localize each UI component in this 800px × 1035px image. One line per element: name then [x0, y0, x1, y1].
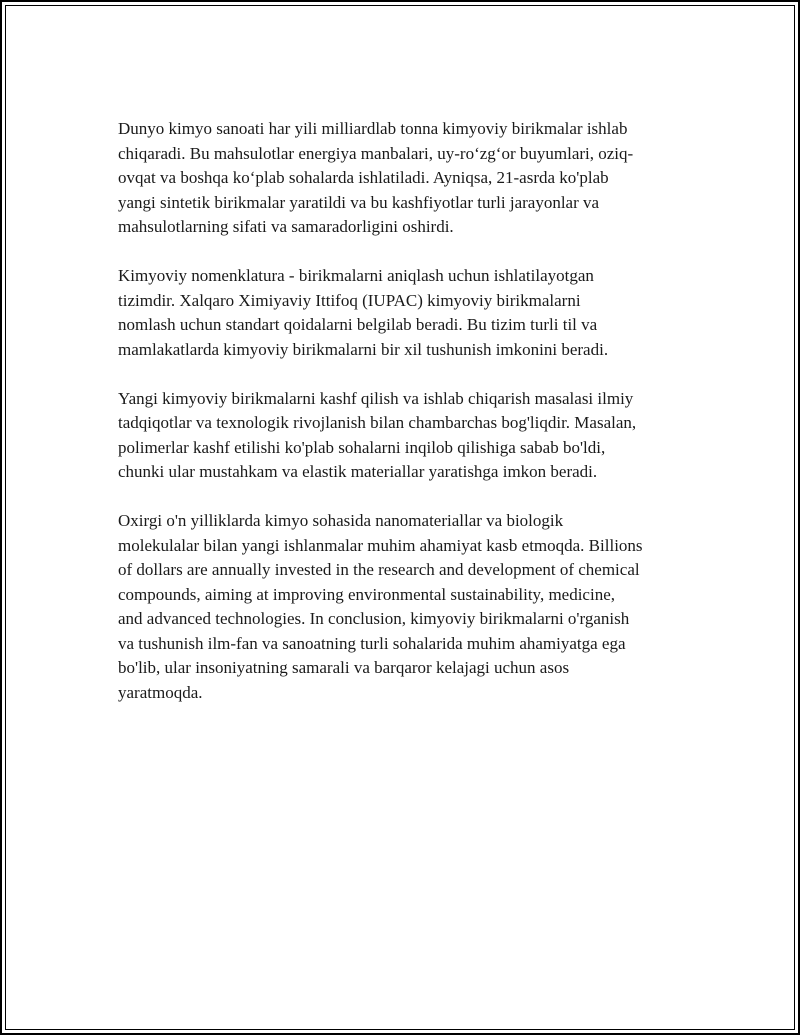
paragraph-nomenclature: Kimyoviy nomenklatura - birikmalarni aniqlash uchun ishlatilayotgan tizimdir. Xalqaro Ximiyaviy Ittifoq (IUPAC) kimyoviy birikmalarni nomlash uchun standart qoidalarni belgilab beradi. Bu tizim turli til va mamlakatlarda kimyoviy birikmalarni bir xil tushunish imkonini beradi.: [118, 266, 609, 359]
paragraph-chemical-industry: Dunyo kimyo sanoati har yili milliardlab tonna kimyoviy birikmalar ishlab chiqaradi. Bu mahsulotlar energiya manbalari, uy-ro‘zg‘or buyumlari, oziq- ovqat va boshqa ko‘plab sohalarda ishlatiladi. Ayniqsa, 21-asrda ko'plab yangi sintetik birikmalar yaratildi va bu kashfiyotlar turli jarayonlar va mahsulotlarning sifati va samaradorligini oshirdi.: [118, 119, 634, 236]
paragraph-new-compounds: Yangi kimyoviy birikmalarni kashf qilish va ishlab chiqarish masalasi ilmiy tadqiqotlar va texnologik rivojlanish bilan chambarchas bog'liqdir. Masalan, polimerlar kashf etilishi ko'plab sohalarni inqilob qilishiga sabab bo'ldi, chunki ular mustahkam va elastik materiallar yaratishga imkon beradi.: [118, 388, 637, 481]
document-body: [118, 117, 688, 730]
paragraph-conclusion: Oxirgi o'n yilliklarda kimyo sohasida nanomateriallar va biologik molekulalar bilan yangi ishlanmalar muhim ahamiyat kasb etmoqda. Billions of dollars are annually invested in the research and development of chemical compounds, aiming at improving environmental sustainability, medicine, and advanced technologies. In conclusion, kimyoviy birikmalarni o'rganish va tushunish ilm-fan va sanoatning turli sohalarida muhim ahamiyatga ega bo'lib, ular insoniyatning samarali va barqaror kelajagi uchun asos yaratmoqda.: [118, 511, 643, 702]
